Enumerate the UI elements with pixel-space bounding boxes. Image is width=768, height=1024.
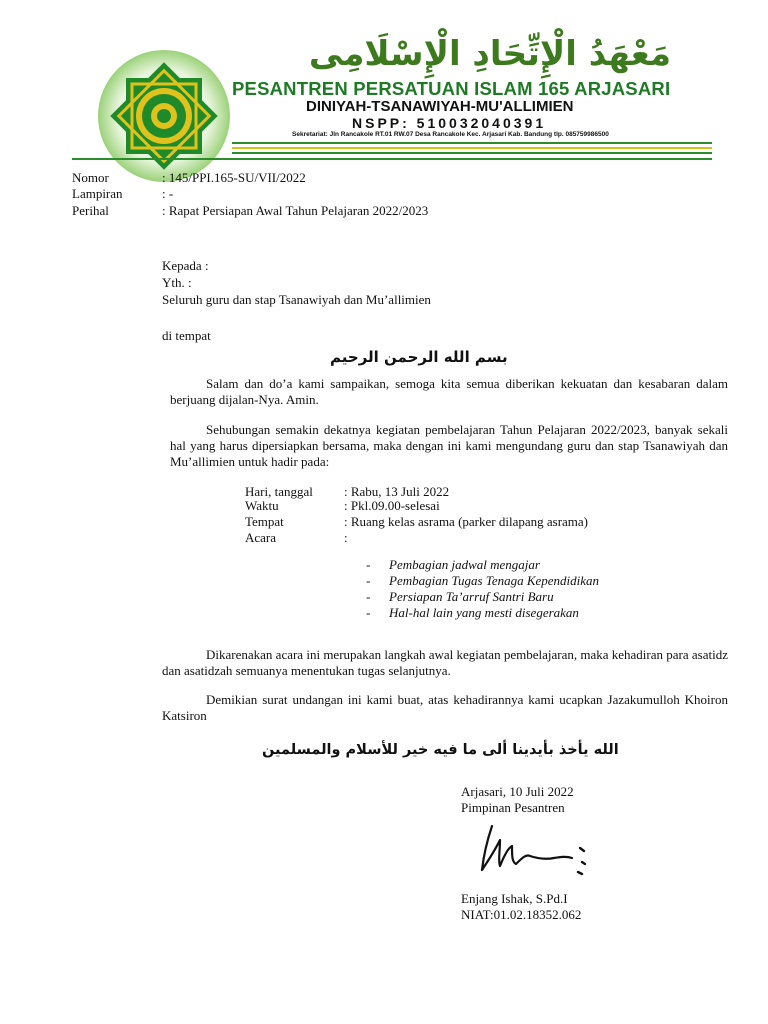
perihal-label: Perihal [72,203,109,218]
agenda-bullet: - [366,573,371,588]
perihal-value: : Rapat Persiapan Awal Tahun Pelajaran 2022/2023 [162,203,429,218]
pesantren-seal-logo [96,48,232,184]
schedule-place-value: : Ruang kelas asrama (parker dilapang asrama) [344,514,589,529]
signature-name: Enjang Ishak, S.Pd.I [461,891,568,906]
institution-subtitle: DINIYAH-TSANAWIYAH-MU'ALLIMIEN [306,98,574,115]
agenda-item: Pembagian Tugas Tenaga Kependidikan [389,573,600,588]
signature-position: Pimpinan Pesantren [461,800,565,815]
basmalah: بسم الله الرحمن الرحيم [330,348,508,366]
letterhead-divider-green [232,142,712,144]
nomor-value: : 145/PPI.165-SU/VII/2022 [162,170,306,185]
signature-niat: NIAT:01.02.18352.062 [461,907,582,922]
schedule-agenda-value: : [344,530,348,545]
agenda-bullet: - [366,605,371,620]
institution-nspp: NSPP: 510032040391 [352,115,547,131]
paragraph-invitation: Sehubungan semakin dekatnya kegiatan pembelajaran Tahun Pelajaran 2022/2023, banyak sekali hal yang harus dipersiapkan bersama, maka dengan ini kami mengundang guru dan stap Tsanawiyah dan Mu’allimien untuk hadir pada: [170,422,728,469]
recipient-place: di tempat [162,328,211,343]
agenda-item: Pembagian jadwal mengajar [389,557,540,572]
schedule-place-label: Tempat [245,514,284,529]
paragraph-greeting: Salam dan do’a kami sampaikan, semoga kita semua diberikan kekuatan dan kesabaran dalam berjuang dijalan-Nya. Amin. [170,376,728,407]
lampiran-label: Lampiran [72,186,123,201]
letterhead-divider [72,158,712,160]
agenda-item: Persiapan Ta’arruf Santri Baru [389,589,554,604]
closing-prayer: الله يأخذ بأيدينا ألى ما فيه خير للأسلام والمسلمين [262,742,619,758]
schedule-agenda-label: Acara [245,530,277,545]
signature-place-date: Arjasari, 10 Juli 2022 [461,784,574,799]
handwritten-signature [470,818,600,878]
letterhead-divider-yellow [232,147,712,149]
agenda-bullet: - [366,589,371,604]
schedule-time-label: Waktu [245,498,279,513]
yth-label: Yth. : [162,275,192,290]
paragraph-closing: Demikian surat undangan ini kami buat, atas kehadirannya kami ucapkan Jazakumulloh Khoiron Katsiron [162,692,728,723]
schedule-day-value: : Rabu, 13 Juli 2022 [344,484,450,499]
schedule-day-label: Hari, tanggal [245,484,313,499]
agenda-bullet: - [366,557,371,572]
institution-name: PESANTREN PERSATUAN ISLAM 165 ARJASARI [232,78,671,99]
agenda-item: Hal-hal lain yang mesti disegerakan [389,605,579,620]
nomor-label: Nomor [72,170,109,185]
recipient-name: Seluruh guru dan stap Tsanawiyah dan Mu’allimien [162,292,431,307]
lampiran-value: : - [162,186,174,201]
kepada-label: Kepada : [162,258,209,273]
institution-arabic-name: مَعْهَدُ الْإِتِّحَادِ الْإِسْلَامِى [308,34,672,74]
paragraph-reason: Dikarenakan acara ini merupakan langkah awal kegiatan pembelajaran, maka kehadiran para asatidz dan asatidzah semuanya menentukan tugas selanjutnya. [162,647,728,678]
schedule-time-value: : Pkl.09.00-selesai [344,498,440,513]
letterhead-divider-green-lower [232,152,712,154]
institution-address: Sekretariat: Jln Rancakole RT.01 RW.07 Desa Rancakole Kec. Arjasari Kab. Bandung tlp. 085759986500 [292,131,609,138]
